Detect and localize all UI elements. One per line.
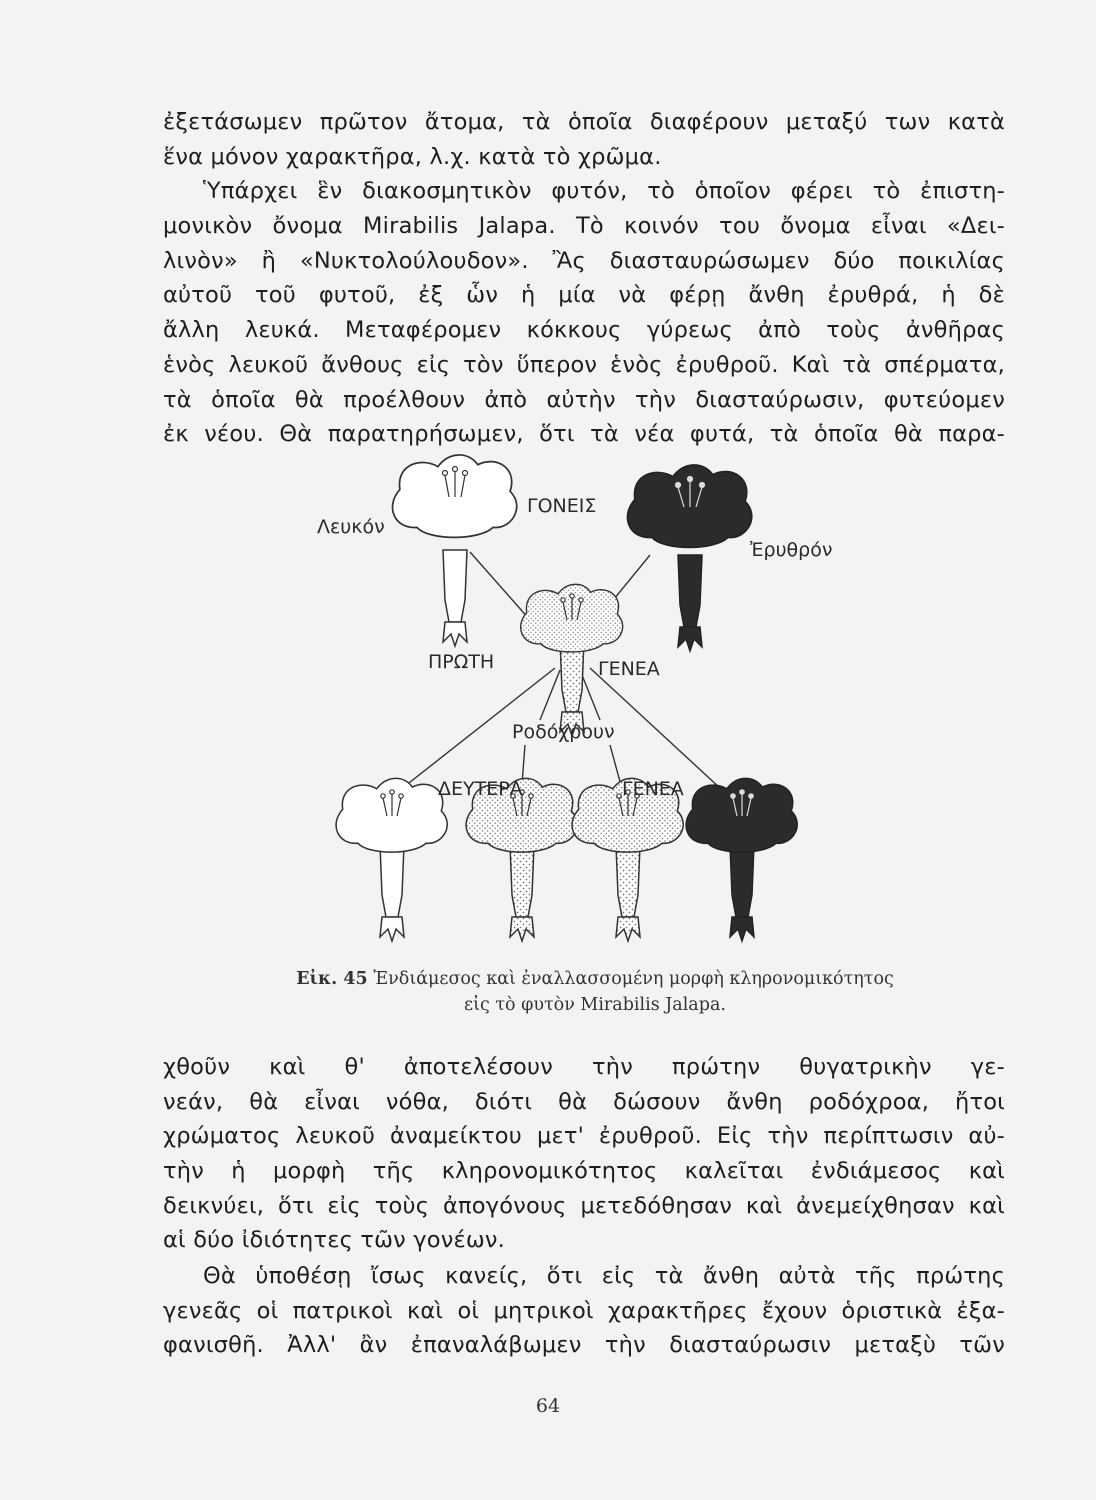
white-parent-flower: [393, 455, 517, 646]
caption-line-2: εἰς τὸ φυτὸν Mirabilis Jalapa.: [464, 995, 726, 1015]
text-line: δεικνύει, ὅτι εἰς τοὺς ἀπογόνους μετεδόθησαν καὶ ἀνεμείχθησαν καὶ: [163, 1192, 1005, 1219]
pink-label: Ροδόχρουν: [512, 721, 615, 743]
white-label: Λευκόν: [317, 516, 385, 538]
text-line: ἑνὸς λευκοῦ ἄνθους εἰς τὸν ὕπερον ἑνὸς ἐρυθροῦ. Καὶ τὰ σπέρματα,: [163, 351, 1005, 378]
second-gen-pink-flower-2: [572, 778, 683, 941]
red-parent-flower: [628, 465, 752, 651]
figure-number: Εἰκ. 45: [296, 969, 368, 989]
text-line: νεάν, θὰ εἶναι νόθα, διότι θὰ δώσουν ἄνθη ροδόχροα, ἤτοι: [163, 1088, 1005, 1115]
text-line: ἕνα μόνον χαρακτῆρα, λ.χ. κατὰ τὸ χρῶμα.: [163, 143, 662, 170]
text-line: ἄλλη λευκά. Μεταφέρομεν κόκκους γύρεως ἀπὸ τοὺς ἀνθῆρας: [163, 317, 1005, 344]
text-line: μονικὸν ὄνομα Mirabilis Jalapa. Τὸ κοινόν του ὄνομα εἶναι «Δει-: [163, 213, 1005, 240]
text-line: Ὑπάρχει ἓν διακοσμητικὸν φυτόν, τὸ ὁποῖον φέρει τὸ ἐπιστη-: [203, 178, 1005, 205]
first-generation-label-left: ΠΡΩΤΗ: [428, 651, 495, 673]
second-gen-red-flower: [686, 778, 797, 941]
text-line: αἱ δύο ἰδιότητες τῶν γονέων.: [163, 1227, 506, 1254]
paragraph-3: [163, 1259, 1005, 1363]
text-line: τὴν ἡ μορφὴ τῆς κληρονομικότητος καλεῖται ἐνδιάμεσος καὶ: [163, 1158, 1005, 1185]
text-line: αὐτοῦ τοῦ φυτοῦ, ἐξ ὧν ἡ μία νὰ φέρῃ ἄνθη ἐρυθρά, ἡ δὲ: [163, 282, 1005, 309]
text-line: χθοῦν καὶ θ' ἀποτελέσουν τὴν πρώτην θυγατρικὴν γε-: [163, 1054, 1005, 1080]
page-number: 64: [535, 1395, 561, 1417]
first-generation-label-right: ΓΕΝΕΑ: [598, 658, 660, 680]
red-label: Ἐρυθρόν: [750, 539, 833, 561]
caption-line-1: [200, 966, 990, 992]
second-generation-label-right: ΓΕΝΕΑ: [622, 778, 684, 800]
second-gen-white-flower: [336, 778, 447, 941]
caption-text: Ἐνδιάμεσος καὶ ἐναλλασσομένη μορφὴ κληρονομικότητος: [373, 969, 894, 989]
text-line: φανισθῆ. Ἀλλ' ἂν ἐπαναλάβωμεν τὴν διασταύρωσιν μεταξὺ τῶν: [163, 1332, 1005, 1359]
text-line: λινὸν» ἢ «Νυκτολούλουδον». Ἂς διασταυρώσωμεν δύο ποικιλίας: [163, 247, 1005, 274]
text-line: τὰ ὁποῖα θὰ προέλθουν ἀπὸ αὐτὴν τὴν διασταύρωσιν, φυτεύομεν: [163, 386, 1005, 413]
second-gen-pink-flower-1: [466, 778, 577, 941]
paragraph-2: [163, 1050, 1005, 1258]
figure-caption: [200, 966, 990, 1018]
text-line: ἐκ νέου. Θὰ παρατηρήσωμεν, ὅτι τὰ νέα φυτά, τὰ ὁποῖα θὰ παρα-: [163, 421, 1005, 448]
parents-label: ΓΟΝΕΙΣ: [527, 495, 597, 517]
text-line: χρώματος λευκοῦ ἀναμείκτου μετ' ἐρυθροῦ. Εἰς τὴν περίπτωσιν αὐ-: [163, 1123, 1005, 1150]
text-line: γενεᾶς οἱ πατρικοὶ καὶ οἱ μητρικοὶ χαρακτῆρες ἔχουν ὁριστικὰ ἐξα-: [163, 1297, 1005, 1324]
text-line: ἐξετάσωμεν πρῶτον ἄτομα, τὰ ὁποῖα διαφέρουν μεταξύ των κατὰ: [163, 109, 1005, 135]
text-line: Θὰ ὑποθέσῃ ἴσως κανείς, ὅτι εἰς τὰ ἄνθη αὐτὰ τῆς πρώτης: [203, 1263, 1005, 1289]
second-generation-label-left: ΔΕΥΤΕΡΑ: [438, 778, 523, 800]
